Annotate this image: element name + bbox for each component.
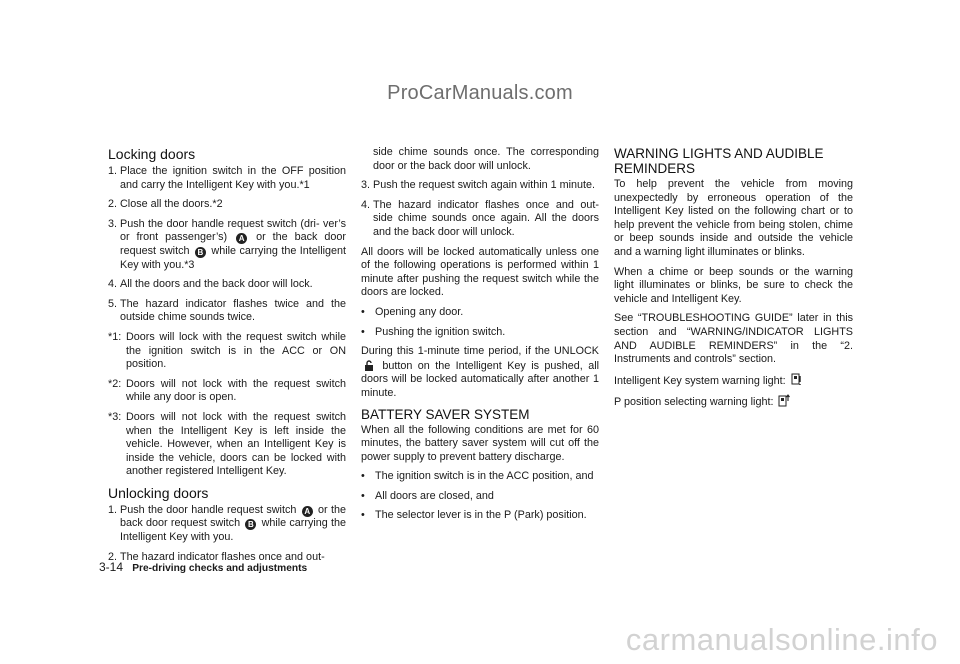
battery-paragraph: When all the following conditions are met for 60 minutes, the battery saver system will cut off the power supply to prevent battery discharge. [361,423,599,463]
section-title: Pre-driving checks and adjustments [132,563,308,574]
step-text [120,504,346,545]
step-number: 5. [108,297,118,310]
unlock-period-paragraph [361,345,599,400]
marker-b-icon: B [245,519,256,530]
warning-paragraph-3: See “TROUBLESHOOTING GUIDE” later in this section and “WARNING/INDICATOR LIGHTS AND AUDIBLE REMINDERS” in the “2. Instruments and controls” section. [614,312,853,366]
step-text: All the doors and the back door will lock. [120,278,313,291]
note-2 [108,378,346,405]
step-spacer [361,146,373,173]
step-text: The hazard indicator flashes once and out- side chime sounds once again. All the doors and the back door will unlock. [373,198,599,238]
unlock-step-1 [108,504,346,545]
p-position-warning-label: P position selecting warning light: [614,396,774,409]
note-text: Doors will not lock with the request switch while any door is open. [126,377,346,404]
step-text-part: or the back door request switch [120,231,347,257]
bullet-item [361,490,599,504]
marker-b-icon: B [195,247,206,258]
column-2 [361,146,599,529]
step-number: 3. [108,217,118,230]
step-number: 2. [108,550,118,563]
step-text: Place the ignition switch in the OFF position and carry the Intelligent Key with you.*1 [120,165,346,191]
marker-a-icon: A [302,506,313,517]
step-5 [108,298,346,325]
step-text: The hazard indicator flashes twice and the outside chime sounds twice. [120,297,346,324]
step-text: Close all the doors.*2 [120,198,223,211]
step-number: 3. [361,179,371,192]
watermark-bottom: carmanualsonline.info [625,622,938,657]
page-footer [99,560,307,574]
paragraph-part: During this 1-minute time period, if the UNLOCK [361,345,599,358]
key-warning-icon [791,373,803,385]
bullet-item [361,470,599,484]
step-1 [108,165,346,192]
bullet-text: Opening any door. [375,305,464,318]
note-text: Doors will lock with the request switch while the ignition switch is in the ACC or ON position. [126,330,346,371]
marker-a-icon: A [236,233,247,244]
heading-battery-saver: BATTERY SAVER SYSTEM [361,406,530,422]
page-number: 3-14 [99,560,124,574]
column-3 [614,146,853,416]
bullet-item [361,509,599,523]
note-number: *2: [108,377,122,390]
bullet-icon: • [361,305,365,318]
warning-paragraph-2: When a chime or beep sounds or the warning light illuminates or blinks, be sure to check the vehicle and Intelligent Key. [614,265,853,305]
step-text-part: Push the door handle request switch (dri- ver’s or front passenger’s) [120,217,346,244]
note-number: *1: [108,330,122,343]
step-4 [108,278,346,292]
step-text-part: while carrying the Intelligent Key with you. [120,517,347,544]
bullet-text: The selector lever is in the P (Park) position. [375,509,587,522]
warning-paragraph-1: To help prevent the vehicle from moving unexpectedly by erroneous operation of the Intelligent Key listed on the following chart or to help prevent the vehicle from being stolen, chime or beep sounds inside and outside the vehicle and a warning light illuminates or blinks. [614,178,853,258]
p-position-warning-line [614,394,853,410]
step-2 [108,198,346,212]
step-text-part: while carrying the Intelligent Key with you.*3 [120,244,347,271]
unlock-step-2-continued [361,146,599,173]
watermark-top: ProCarManuals.com [387,82,573,104]
bullet-text: All doors are closed, and [375,489,494,502]
step-3 [108,218,346,272]
note-3 [108,411,346,479]
step-text: The hazard indicator flashes once and out- [120,550,325,563]
unlock-icon [363,359,375,371]
bullet-text: Pushing the ignition switch. [375,325,506,338]
note-text: Doors will not lock with the request switch when the Intelligent Key is left inside the vehicle. However, when an Intelligent Key is inside the vehicle, doors can be locked with another registered Intelligent Key. [126,410,346,478]
step-number: 4. [108,278,118,291]
step-text [120,218,346,272]
bullet-icon: • [361,509,365,522]
bullet-icon: • [361,470,365,483]
step-text: side chime sounds once. The corresponding door or the back door will unlock. [373,146,599,172]
column-1 [108,146,346,570]
bullet-item [361,326,599,340]
note-1 [108,331,346,372]
auto-lock-paragraph: All doors will be locked automatically unless one of the following operations is performed within 1 minute after pushing the request switch while the doors are locked. [361,245,599,299]
heading-locking-doors: Locking doors [108,146,196,162]
bullet-icon: • [361,325,365,338]
p-position-warning-icon [778,394,790,406]
step-text: Push the request switch again within 1 minute. [373,179,596,192]
step-text-part: Push the door handle request switch [120,503,297,516]
bullet-icon: • [361,489,365,502]
step-number: 1. [108,165,118,177]
heading-warning-lights: WARNING LIGHTS AND AUDIBLE REMINDERS [614,146,824,176]
unlock-step-3 [361,179,599,193]
step-number: 2. [108,198,118,211]
key-warning-line [614,373,853,389]
unlock-step-4 [361,199,599,240]
step-text-part: or the back door request switch [120,503,346,530]
heading-unlocking-doors: Unlocking doors [108,484,209,501]
paragraph-part: button on the Intelligent Key is pushed, all doors will be locked automatically after another 1 minute. [361,359,599,399]
note-number: *3: [108,410,122,423]
step-number: 4. [361,198,371,211]
key-warning-label: Intelligent Key system warning light: [614,374,786,387]
step-number: 1. [108,503,118,516]
bullet-text: The ignition switch is in the ACC position, and [375,470,594,483]
bullet-item [361,306,599,320]
